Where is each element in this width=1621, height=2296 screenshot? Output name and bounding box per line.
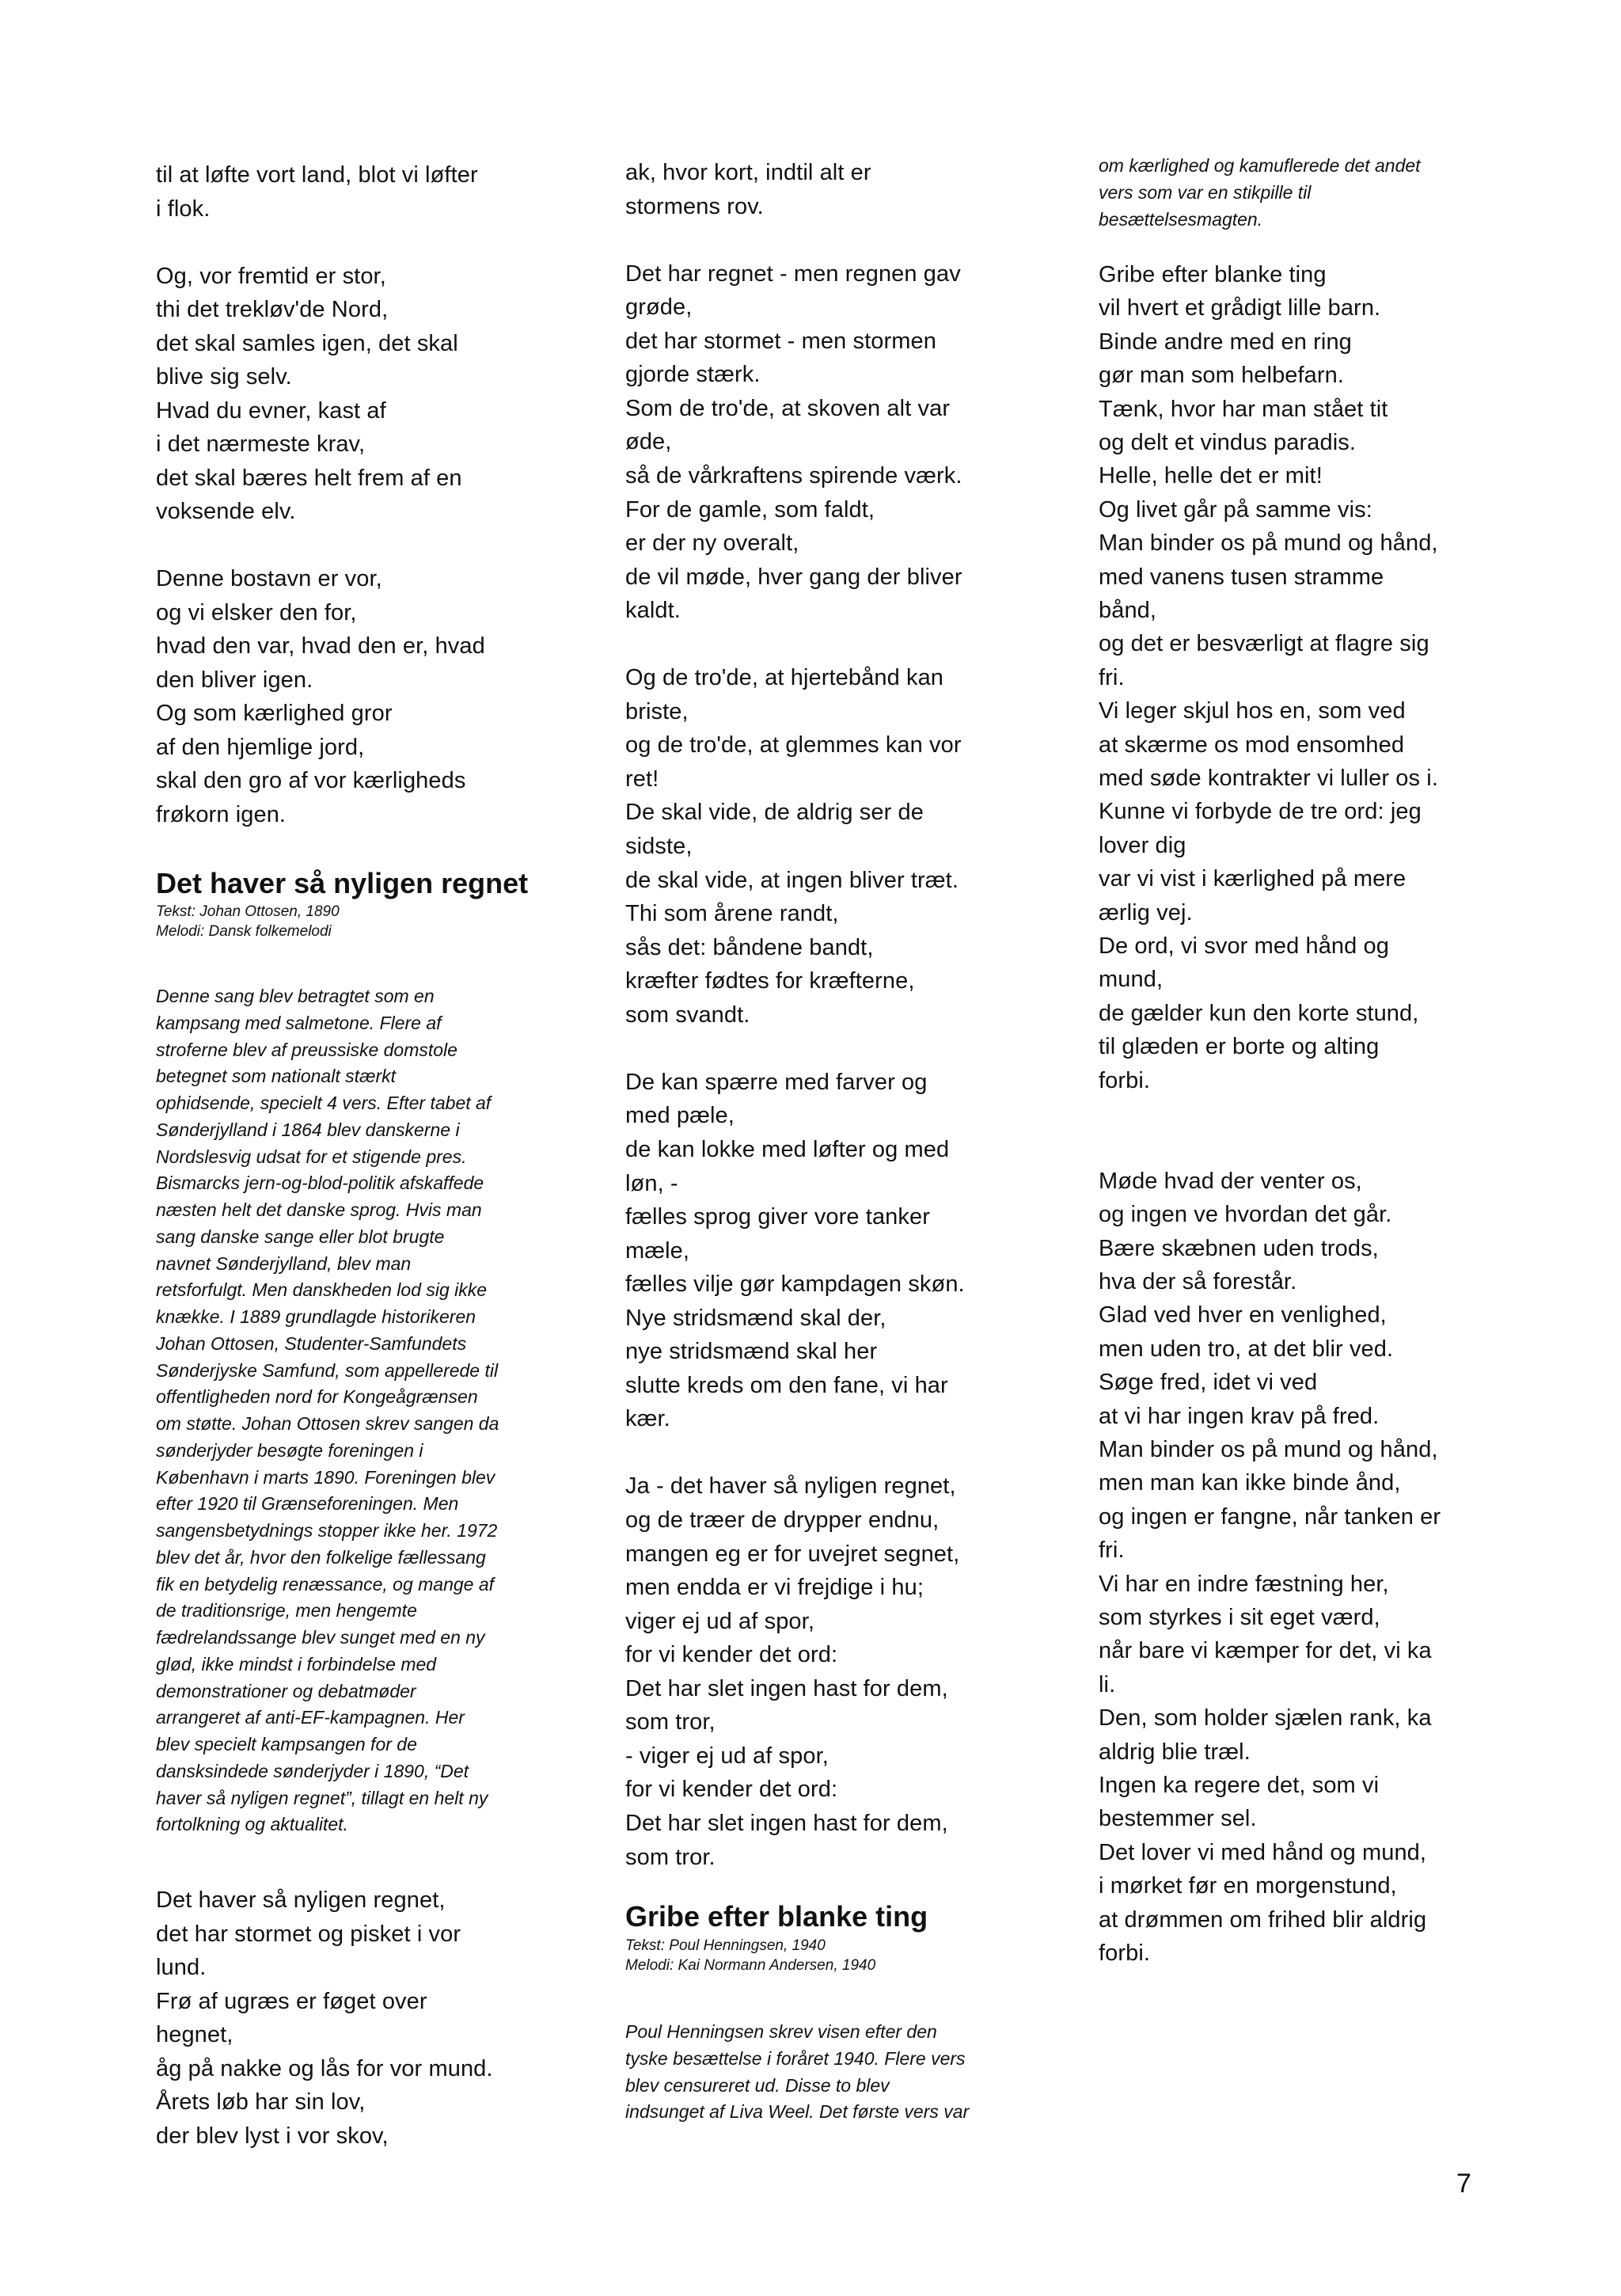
note-line: Poul Henningsen skrev visen efter den — [625, 2021, 937, 2042]
note-line: København i marts 1890. Foreningen blev — [156, 1466, 495, 1488]
note-line: indsunget af Liva Weel. Det første vers var — [625, 2101, 970, 2123]
lyric-line: de gælder kun den korte stund, — [1099, 1000, 1419, 1026]
note-line: blev censureret ud. Disse to blev — [625, 2074, 890, 2096]
note-line: dansksindede sønderjyder i 1890, “Det — [156, 1760, 469, 1781]
lyric-line: Ingen ka regere det, som vi — [1099, 1773, 1380, 1798]
lyric-line: sidste, — [625, 834, 693, 859]
song-title: Gribe efter blanke ting — [625, 1900, 928, 1933]
lyric-line: og det er besværligt at flagre sig — [1099, 631, 1429, 657]
lyric-line: som tror. — [625, 1844, 716, 1870]
note-line: ophidsende, specielt 4 vers. Efter tabet af — [156, 1093, 492, 1113]
lyric-line: For de gamle, som faldt, — [625, 496, 875, 523]
note-line: retsforfulgt. Men danskheden lod sig ikke — [156, 1279, 488, 1301]
note-line: offentligheden nord for Kongeågrænsen — [156, 1386, 478, 1408]
lyric-line: blive sig selv. — [156, 364, 292, 390]
lyric-line: fælles sprog giver vore tanker — [625, 1204, 930, 1230]
lyric-line: kræfter fødtes for kræfterne, — [625, 968, 915, 994]
lyric-line: fri. — [1099, 664, 1125, 690]
lyric-line: Kunne vi forbyde de tre ord: jeg — [1099, 799, 1422, 825]
lyric-line: Som de tro'de, at skoven alt var — [625, 395, 951, 421]
lyric-line: De kan spærre med farver og — [625, 1069, 928, 1095]
lyric-line: forbi. — [1099, 1941, 1151, 1966]
note-line: om kærlighed og kamuflerede det andet — [1099, 155, 1421, 176]
lyric-line: at drømmen om frihed blir aldrig — [1099, 1906, 1427, 1933]
lyric-line: hvad den var, hvad den er, hvad — [156, 633, 485, 659]
lyric-line: hva der så forestår. — [1099, 1269, 1297, 1294]
note-line: stroferne blev af preussiske domstole — [156, 1039, 457, 1060]
lyric-line: lover dig — [1099, 832, 1186, 858]
lyric-line: grøde, — [625, 295, 693, 321]
note-line: blev det år, hvor den folkelige fællessang — [156, 1546, 486, 1568]
lyric-line: men man kan ikke binde ånd, — [1099, 1470, 1401, 1496]
lyric-line: Og som kærlighed gror — [156, 701, 393, 726]
lyric-line: Ja - det haver så nyligen regnet, — [625, 1473, 956, 1500]
page-number: 7 — [1456, 2169, 1471, 2199]
lyric-line: fri. — [1099, 1538, 1125, 1564]
lyric-line: for vi kender det ord: — [625, 1777, 838, 1803]
melody-credit: Melodi: Dansk folkemelodi — [156, 923, 332, 940]
lyric-line: Helle, helle det er mit! — [1099, 463, 1323, 489]
lyric-line: til at løfte vort land, blot vi løfter — [156, 162, 478, 188]
melody-credit: Melodi: Kai Normann Andersen, 1940 — [625, 1957, 876, 1974]
note-line: Nordslesvig udsat for et stigende pres. — [156, 1146, 467, 1167]
lyric-line: kær. — [625, 1406, 670, 1432]
lyric-line: sås det: båndene bandt, — [625, 934, 874, 960]
lyric-line: fælles vilje gør kampdagen skøn. — [625, 1272, 965, 1298]
note-line: næsten helt det danske sprog. Hvis man — [156, 1199, 482, 1220]
lyric-line: skal den gro af vor kærligheds — [156, 768, 466, 793]
lyric-line: og ingen er fangne, når tanken er — [1099, 1503, 1441, 1530]
lyric-line: gør man som helbefarn. — [1099, 363, 1345, 389]
lyric-line: men uden tro, at det blir ved. — [1099, 1336, 1394, 1362]
lyric-line: at skærme os mod ensomhed — [1099, 732, 1405, 758]
lyric-line: Gribe efter blanke ting — [1099, 262, 1327, 287]
note-line: besættelsesmagten. — [1099, 209, 1263, 230]
lyric-line: og ingen ve hvordan det går. — [1099, 1202, 1392, 1228]
lyric-line: briste, — [625, 698, 689, 724]
lyric-line: som styrkes i sit eget værd, — [1099, 1605, 1380, 1630]
note-line: betegnet som nationalt stærkt — [156, 1066, 396, 1087]
lyric-line: var vi vist i kærlighed på mere — [1099, 866, 1407, 892]
lyric-line: De skal vide, de aldrig ser de — [625, 800, 924, 826]
lyric-line: der blev lyst i vor skov, — [156, 2123, 389, 2149]
lyric-line: i flok. — [156, 196, 211, 222]
lyric-line: i mørket før en morgenstund, — [1099, 1873, 1397, 1899]
lyricist-credit: Tekst: Poul Henningsen, 1940 — [625, 1937, 826, 1954]
song-title: Det haver så nyligen regnet — [156, 867, 529, 899]
note-line: Sønderjyske Samfund, som appellerede til — [156, 1359, 499, 1381]
lyric-line: de skal vide, at ingen bliver træt. — [625, 867, 959, 893]
lyric-line: det har stormet og pisket i vor — [156, 1921, 461, 1947]
lyric-line: og de tro'de, at glemmes kan vor — [625, 732, 962, 758]
lyric-line: - viger ej ud af spor, — [625, 1743, 829, 1769]
note-line: navnet Sønderjylland, blev man — [156, 1253, 412, 1274]
lyric-line: Nye stridsmænd skal der, — [625, 1305, 886, 1331]
lyric-line: Thi som årene randt, — [625, 901, 839, 927]
lyric-line: det skal bæres helt frem af en — [156, 465, 462, 491]
lyric-line: Det har slet ingen hast for dem, — [625, 1810, 948, 1836]
note-line: Denne sang blev betragtet som en — [156, 986, 435, 1006]
lyric-line: ret! — [625, 766, 659, 792]
note-line: de traditionsrige, men hengemte — [156, 1600, 417, 1621]
lyric-line: vil hvert et grådigt lille barn. — [1099, 295, 1381, 321]
lyric-line: stormens rov. — [625, 193, 764, 219]
lyric-line: Glad ved hver en venlighed, — [1099, 1302, 1387, 1329]
note-line: blev specielt kampsangen for de — [156, 1734, 417, 1754]
lyric-line: Bære skæbnen uden trods, — [1099, 1235, 1379, 1261]
lyric-line: ærlig vej. — [1099, 899, 1193, 926]
lyric-line: Og livet går på samme vis: — [1099, 496, 1372, 523]
lyric-line: forbi. — [1099, 1067, 1151, 1093]
note-line: vers som var en stikpille til — [1099, 182, 1312, 203]
lyric-line: kaldt. — [625, 598, 681, 624]
note-line: kampsang med salmetone. Flere af — [156, 1012, 442, 1033]
note-line: Sønderjylland i 1864 blev danskerne i — [156, 1119, 460, 1140]
lyric-line: Frø af ugræs er føget over — [156, 1988, 427, 2014]
lyric-line: til glæden er borte og alting — [1099, 1034, 1380, 1060]
lyric-line: mæle, — [625, 1237, 690, 1264]
lyric-line: med søde kontrakter vi luller os i. — [1099, 766, 1438, 791]
lyric-line: thi det trekløv'de Nord, — [156, 297, 389, 322]
lyric-line: som tror, — [625, 1709, 716, 1735]
lyric-line: lund. — [156, 1955, 207, 1980]
lyric-line: hegnet, — [156, 2022, 233, 2047]
note-line: Bismarcks jern-og-blod-politik afskaffede — [156, 1173, 484, 1194]
lyric-line: i det nærmeste krav, — [156, 431, 366, 457]
lyric-line: viger ej ud af spor, — [625, 1608, 814, 1634]
lyric-line: med pæle, — [625, 1103, 735, 1129]
lyric-line: Det haver så nyligen regnet, — [156, 1887, 446, 1913]
note-line: Johan Ottosen, Studenter-Samfundets — [156, 1332, 467, 1354]
lyric-line: Vi leger skjul hos en, som ved — [1099, 698, 1406, 724]
note-line: fortolkning og aktualitet. — [156, 1814, 348, 1835]
note-line: tyske besættelse i foråret 1940. Flere vers — [625, 2047, 966, 2069]
lyric-line: de kan lokke med løfter og med — [625, 1136, 950, 1162]
lyric-line: og de træer de drypper endnu, — [625, 1507, 940, 1533]
lyric-line: Og de tro'de, at hjertebånd kan — [625, 665, 944, 691]
lyric-line: bestemmer sel. — [1099, 1806, 1257, 1832]
lyric-line: at vi har ingen krav på fred. — [1099, 1403, 1380, 1429]
lyric-line: gjorde stærk. — [625, 362, 761, 388]
lyric-line: og vi elsker den for, — [156, 599, 357, 625]
lyric-line: bånd, — [1099, 598, 1157, 623]
lyric-line: frøkorn igen. — [156, 801, 287, 827]
note-line: demonstrationer og debatmøder — [156, 1680, 416, 1701]
lyric-line: det skal samles igen, det skal — [156, 330, 458, 356]
lyric-line: for vi kender det ord: — [625, 1642, 838, 1668]
lyric-line: Vi har en indre fæstning her, — [1099, 1571, 1389, 1597]
lyric-line: og delt et vindus paradis. — [1099, 430, 1357, 455]
note-line: om støtte. Johan Ottosen skrev sangen da — [156, 1413, 499, 1434]
lyric-line: voksende elv. — [156, 499, 296, 524]
lyricist-credit: Tekst: Johan Ottosen, 1890 — [156, 903, 340, 920]
lyric-line: af den hjemlige jord, — [156, 734, 365, 760]
lyric-line: løn, - — [625, 1170, 678, 1196]
lyric-line: Møde hvad der venter os, — [1099, 1168, 1362, 1194]
lyric-line: den bliver igen. — [156, 667, 313, 693]
lyric-line: Det lover vi med hånd og mund, — [1099, 1839, 1427, 1865]
lyric-line: nye stridsmænd skal her — [625, 1339, 878, 1365]
note-line: knække. I 1889 grundlagde historikeren — [156, 1306, 476, 1327]
lyric-line: som svandt. — [625, 1002, 750, 1028]
lyric-line: Søge fred, idet vi ved — [1099, 1370, 1318, 1396]
lyric-line: mund, — [1099, 967, 1164, 993]
lyric-line: aldrig blie træl. — [1099, 1739, 1251, 1765]
lyric-line: slutte kreds om den fane, vi har — [625, 1372, 948, 1398]
lyric-line: ak, hvor kort, indtil alt er — [625, 160, 871, 185]
note-line: fik en betydelig renæssance, og mange af — [156, 1573, 495, 1595]
lyric-line: De ord, vi svor med hånd og — [1099, 933, 1389, 959]
note-line: sønderjyder besøgte foreningen i — [156, 1439, 423, 1461]
note-line: sangensbetydnings stopper ikke her. 1972 — [156, 1520, 498, 1541]
lyric-line: Det har slet ingen hast for dem, — [625, 1675, 948, 1701]
lyric-line: Hvad du evner, kast af — [156, 397, 386, 424]
lyric-line: Tænk, hvor har man stået tit — [1099, 396, 1388, 422]
note-line: sang danske sange eller blot brugte — [156, 1226, 445, 1247]
lyric-line: Denne bostavn er vor, — [156, 566, 382, 591]
note-line: fædrelandssange blev sunget med en ny — [156, 1627, 485, 1648]
lyric-line: er der ny overalt, — [625, 530, 799, 557]
lyric-line: så de vårkraftens spirende værk. — [625, 462, 962, 488]
lyric-line: men endda er vi frejdige i hu; — [625, 1575, 924, 1601]
lyric-line: Den, som holder sjælen rank, ka — [1099, 1705, 1432, 1732]
lyric-line: med vanens tusen stramme — [1099, 564, 1384, 590]
note-line: efter 1920 til Grænseforeningen. Men — [156, 1493, 459, 1515]
lyric-line: åg på nakke og lås for vor mund. — [156, 2055, 493, 2081]
lyric-line: Man binder os på mund og hånd, — [1099, 530, 1438, 557]
lyric-line: når bare vi kæmper for det, vi ka — [1099, 1638, 1432, 1664]
lyric-line: de vil møde, hver gang der bliver — [625, 564, 962, 590]
lyric-line: mangen eg er for uvejret segnet, — [625, 1541, 960, 1567]
lyric-line: det har stormet - men stormen — [625, 328, 936, 354]
lyric-line: øde, — [625, 429, 672, 455]
note-line: haver så nyligen regnet”, tillagt en helt ny — [156, 1787, 488, 1808]
lyric-line: Det har regnet - men regnen gav — [625, 260, 961, 287]
lyric-line: Årets løb har sin lov, — [156, 2089, 366, 2115]
lyric-line: Binde andre med en ring — [1099, 329, 1352, 355]
lyric-line: li. — [1099, 1671, 1116, 1697]
lyric-line: Og, vor fremtid er stor, — [156, 263, 386, 289]
lyric-line: Man binder os på mund og hånd, — [1099, 1437, 1438, 1462]
note-line: arrangeret af anti-EF-kampagnen. Her — [156, 1707, 465, 1728]
note-line: glød, ikke mindst i forbindelse med — [156, 1653, 437, 1674]
